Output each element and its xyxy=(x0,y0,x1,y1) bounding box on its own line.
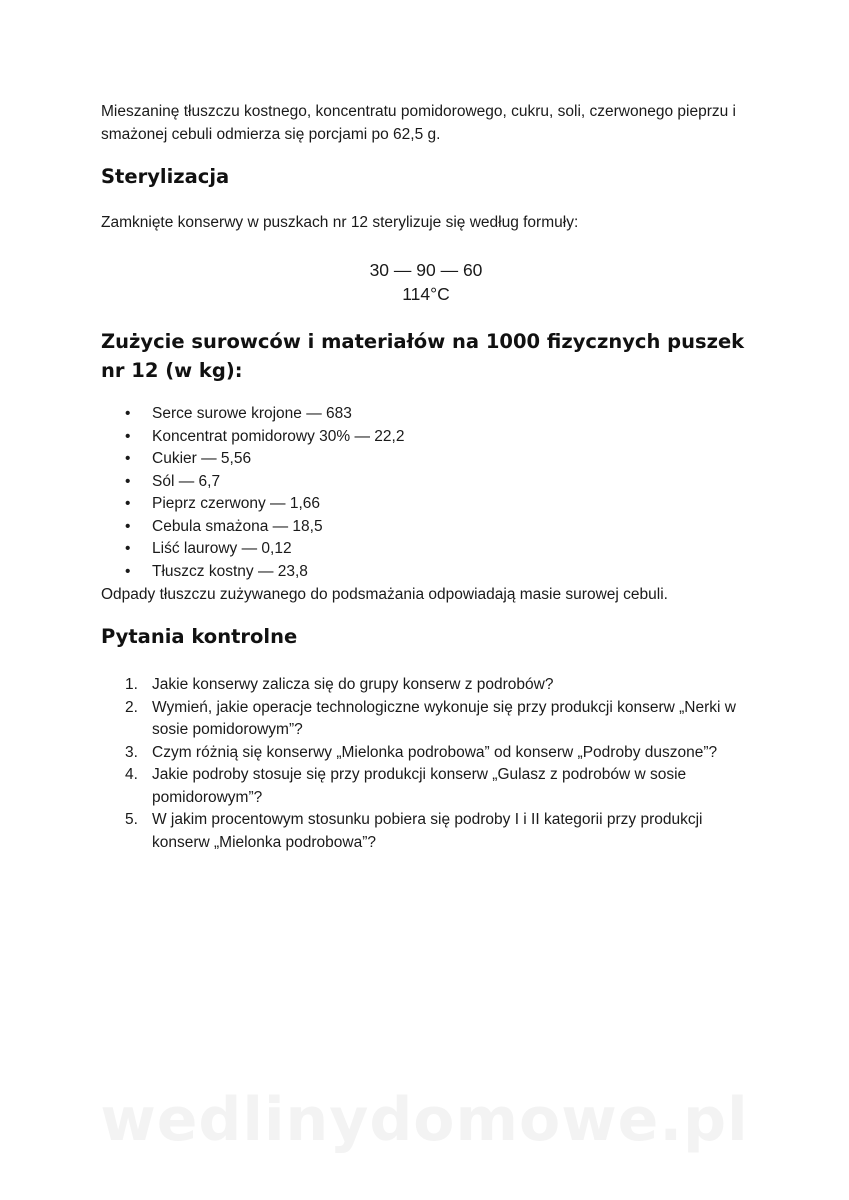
list-item: • Sól — 6,7 xyxy=(125,472,221,490)
question-item: 3. Czym różnią się konserwy „Mielonka podrobowa” od konserw „Podroby duszone”? xyxy=(125,743,718,761)
sterilization-text: Zamknięte konserwy w puszkach nr 12 sterylizuje się według formuły: xyxy=(101,214,579,231)
formula-times: 30 — 90 — 60 xyxy=(369,260,483,280)
intro-paragraph: Mieszaninę tłuszczu kostnego, koncentratu pomidorowego, cukru, soli, czerwonego pieprzu i smażonej cebuli odmierza się porcjami po 62,5 g. xyxy=(101,103,736,143)
list-item: • Serce surowe krojone — 683 xyxy=(125,405,352,422)
formula-temperature: 114°C xyxy=(402,284,450,304)
question-item: 2. Wymień, jakie operacje technologiczne wykonuje się przy produkcji konserw „Nerki w sosie pomidorowym”? xyxy=(125,698,736,738)
usage-heading: Zużycie surowców i materiałów na 1000 fizycznych puszek nr 12 (w kg): xyxy=(101,330,745,382)
questions-list xyxy=(101,674,751,854)
question-item: 5. W jakim procentowym stosunku pobiera się podroby I i II kategorii przy produkcji konserw „Mielonka podrobowa”? xyxy=(125,811,703,851)
list-item: • Cebula smażona — 18,5 xyxy=(125,517,323,535)
list-item: • Tłuszcz kostny — 23,8 xyxy=(125,562,308,580)
ingredients-list xyxy=(101,403,404,583)
list-item: • Liść laurowy — 0,12 xyxy=(125,540,292,557)
question-item: 4. Jakie podroby stosuje się przy produkcji konserw „Gulasz z podrobów w sosie pomidorowym”? xyxy=(125,766,687,806)
sterilization-heading: Sterylizacja xyxy=(101,165,230,188)
questions-heading: Pytania kontrolne xyxy=(101,625,298,648)
question-item: 1. Jakie konserwy zalicza się do grupy konserw z podrobów? xyxy=(125,676,554,693)
list-item: • Pieprz czerwony — 1,66 xyxy=(125,495,320,512)
list-item: • Cukier — 5,56 xyxy=(125,450,252,467)
list-item: • Koncentrat pomidorowy 30% — 22,2 xyxy=(125,427,405,445)
watermark: wedlinydomowe.pl xyxy=(100,1085,749,1155)
waste-note: Odpady tłuszczu zużywanego do podsmażania odpowiadają masie surowej cebuli. xyxy=(101,586,668,603)
sterilization-formula xyxy=(101,258,751,306)
